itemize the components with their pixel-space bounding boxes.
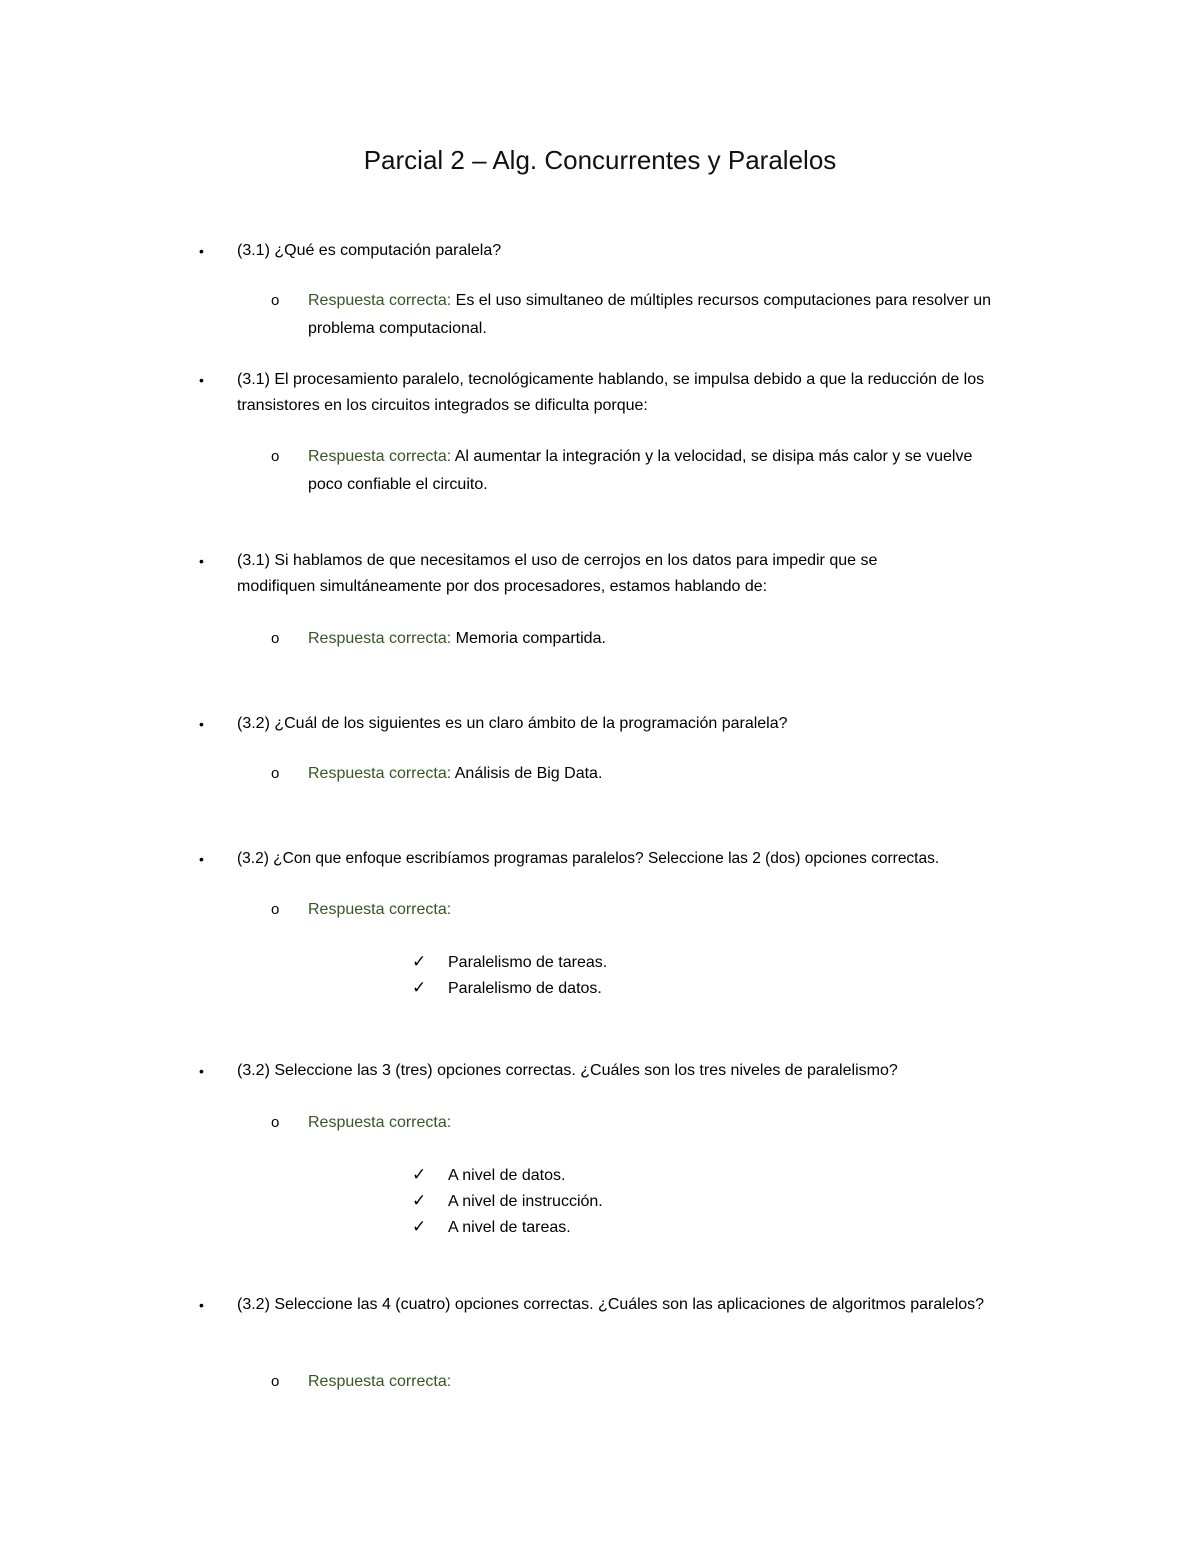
option-text: A nivel de instrucción. (448, 1193, 603, 1210)
sub-marker: o (271, 630, 280, 647)
option-item (412, 975, 912, 1002)
answer-6 (308, 1109, 1008, 1137)
bullet: • (199, 716, 204, 732)
answer-label: Respuesta correcta: (308, 1373, 452, 1390)
answer-label: Respuesta correcta: (308, 292, 452, 309)
answer-label: Respuesta correcta: (308, 765, 452, 782)
bullet: • (199, 243, 204, 259)
option-text: Paralelismo de datos. (448, 980, 602, 997)
checkmark-icon: ✓ (412, 978, 427, 997)
sub-marker: o (271, 292, 280, 309)
option-text: A nivel de datos. (448, 1167, 566, 1184)
answer-label: Respuesta correcta: (308, 1114, 452, 1131)
checkmark-icon: ✓ (412, 952, 427, 971)
answer-4 (308, 760, 1008, 788)
option-item (412, 1214, 912, 1241)
answer-label: Respuesta correcta: (308, 448, 452, 465)
checkmark-icon: ✓ (412, 1165, 427, 1184)
answer-label: Respuesta correcta: (308, 901, 452, 918)
sub-marker: o (271, 765, 280, 782)
bullet: • (199, 1297, 204, 1313)
sub-marker: o (271, 1373, 280, 1390)
bullet: • (199, 851, 204, 867)
answer-1 (308, 287, 1008, 343)
question-1: (3.1) ¿Qué es computación paralela? (237, 242, 502, 259)
sub-marker: o (271, 1114, 280, 1131)
option-text: A nivel de tareas. (448, 1219, 571, 1236)
answer-text: Análisis de Big Data. (454, 765, 603, 782)
checkmark-icon: ✓ (412, 1191, 427, 1210)
question-4: (3.2) ¿Cuál de los siguientes es un claro ámbito de la programación paralela? (237, 715, 788, 732)
bullet: • (199, 553, 204, 569)
question-2: (3.1) El procesamiento paralelo, tecnológicamente hablando, se impulsa debido a que la reducción de los transistores en los circuitos integrados se dificulta porque: (237, 371, 985, 414)
question-3: (3.1) Si hablamos de que necesitamos el uso de cerrojos en los datos para impedir que se modifiquen simultáneamente por dos procesadores, estamos hablando de: (237, 552, 878, 595)
question-5: (3.2) ¿Con que enfoque escribíamos programas paralelos? Seleccione las 2 (dos) opciones correctas. (237, 850, 940, 867)
answer-text: Memoria compartida. (455, 630, 606, 647)
option-item (412, 1162, 912, 1189)
question-7: (3.2) Seleccione las 4 (cuatro) opciones correctas. ¿Cuáles son las aplicaciones de algoritmos paralelos? (237, 1296, 985, 1313)
answer-5 (308, 896, 1008, 924)
bullet: • (199, 1063, 204, 1079)
bullet: • (199, 372, 204, 388)
answer-2 (308, 443, 998, 499)
checkmark-icon: ✓ (412, 1217, 427, 1236)
page-title: Parcial 2 – Alg. Concurrentes y Paralelos (363, 145, 837, 175)
sub-marker: o (271, 448, 280, 465)
sub-marker: o (271, 901, 280, 918)
answer-label: Respuesta correcta: (308, 630, 452, 647)
answer-text: Al aumentar la integración y la velocidad, se disipa más calor y se vuelve poco confiable el circuito. (308, 448, 973, 493)
option-text: Paralelismo de tareas. (448, 954, 608, 971)
question-6: (3.2) Seleccione las 3 (tres) opciones correctas. ¿Cuáles son los tres niveles de paralelismo? (237, 1062, 898, 1079)
answer-text: Es el uso simultaneo de múltiples recursos computaciones para resolver un problema computacional. (308, 292, 992, 337)
option-item (412, 1188, 912, 1215)
answer-7 (308, 1368, 1008, 1396)
answer-3 (308, 625, 1008, 653)
option-item (412, 949, 912, 976)
